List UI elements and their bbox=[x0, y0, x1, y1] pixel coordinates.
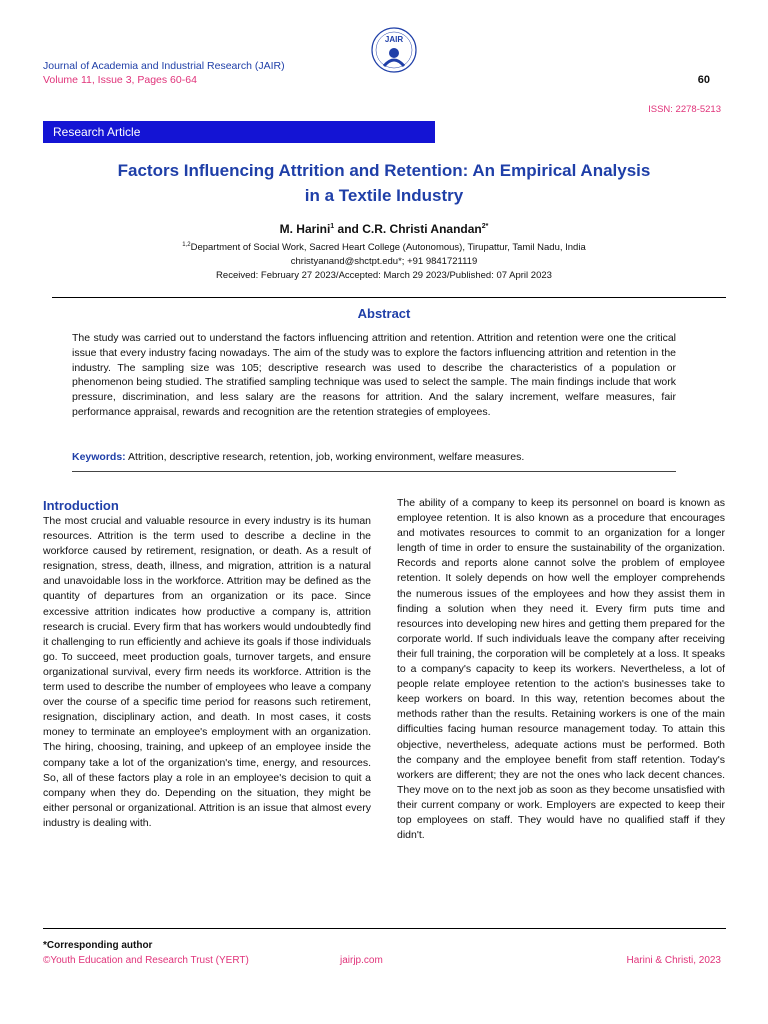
author-1-sup: 1 bbox=[330, 223, 335, 230]
title-line-1: Factors Influencing Attrition and Retention: An Empirical Analysis bbox=[117, 161, 651, 180]
logo-text: JAIR bbox=[384, 35, 404, 44]
title-line-2: in a Textile Industry bbox=[304, 186, 464, 205]
keywords-label: Keywords: bbox=[72, 451, 126, 463]
author-2-sup: 2* bbox=[481, 223, 489, 230]
author-1: M. Harini bbox=[279, 222, 331, 236]
affiliation-sup: 1,2 bbox=[182, 242, 191, 248]
article-type-banner: Research Article bbox=[43, 121, 435, 143]
dates: Received: February 27 2023/Accepted: March 29 2023/Published: 07 April 2023 bbox=[216, 270, 552, 281]
authors bbox=[0, 222, 768, 236]
introduction-left-column: The most crucial and valuable resource in every industry is its human resources. Attrition is the term used to describe a decline in the workforce caused by retirement, resignation, or death. As a result of resignation, stress, death, illness, and migration, attrition is a natural and unavoidable loss in the workforce. Attrition may be defined as the quantity of departures from an organization or its pace. Since excessive attrition indicates how productive a company is, attrition research is crucial. Every firm that has workers would undoubtedly find it challenging to run efficiently and achieve its goals if those individuals go. To succeed, meet production goals, turnover targets, and ensure organizational survival, every firm needs its workforce. Attrition is the term used to describe the number of employees who leave a company over the course of a specific time period for reasons such retirement, resignation, disciplinary action, and death. In most cases, it costs money to terminate an employee's employment with an organization. The hiring, choosing, training, and upkeep of an employee inside the company take a lot of the organization's time, energy, and resources. So, all of these factors play a role in an employee's decision to quit a company when they do. Depending on the situation, they might be either personal or organizational. Attrition is an issue that almost every industry is dealing with. bbox=[43, 515, 371, 829]
keywords bbox=[72, 451, 692, 463]
affiliation bbox=[0, 242, 768, 253]
contact: christyanand@shctpt.edu*; +91 9841721119 bbox=[290, 256, 478, 267]
corresponding-author-note: *Corresponding author bbox=[43, 940, 153, 951]
abstract-heading: Abstract bbox=[357, 306, 411, 321]
affiliation-text: Department of Social Work, Sacred Heart College (Autonomous), Tirupattur, Tamil Nadu, India bbox=[190, 242, 586, 254]
journal-volume: Volume 11, Issue 3, Pages 60-64 bbox=[43, 74, 197, 86]
issn: ISSN: 2278-5213 bbox=[648, 104, 721, 115]
journal-logo bbox=[370, 26, 418, 88]
introduction-right-column: The ability of a company to keep its personnel on board is known as employee retention. It is also known as a procedure that encourages and motivates resources to commit to an organization for a longer length of time in order to ensure the sustainability of the organization. Records and reports alone cannot solve the problem of employee retention. It solely depends on how well the employer comprehends the numerous issues of the employees and how they assist them in finding a solution when they need it. Every firm puts time and resources into developing new hires and getting them prepared for the corporate world. If such individuals leave the company after receiving their full training, the corporation will be completely at a loss. It speaks to a company's capacity to keep its workers. Nevertheless, a lot of people relate employee retention to the action's businesses take to keep workers on board. In this way, retention becomes about the methods rather than the results. Retaining workers is one of the main difficulties facing human resource management today. To attain this objective, nevertheless, adequate actions must be performed. Both the company and the employee benefit from staff retention. Today's workers are different; they are not the ones who lack decent chances. They move on to the next job as soon as they become unsatisfied with their current company or work. Employers are expected to keep their top employees on staff. They would have no qualified staff if they didn't. bbox=[397, 497, 725, 842]
journal-name: Journal of Academia and Industrial Research (JAIR) bbox=[43, 60, 285, 72]
keywords-underline bbox=[72, 471, 676, 472]
divider bbox=[52, 297, 726, 298]
keywords-text: Attrition, descriptive research, retention, job, working environment, welfare measures. bbox=[125, 451, 525, 463]
authors-and: and bbox=[334, 222, 363, 236]
copyright: ©Youth Education and Research Trust (YERT) bbox=[43, 955, 249, 966]
abstract-body: The study was carried out to understand the factors influencing attrition and retention. Attrition and retention were one the critical issue that every industry facing nowadays. The aim of the study was to explore the factors influencing attrition and retention in the industry. The sampling size was 105; descriptive research was used to describe the characteristics of a population or phenomenon being studied. The stratified sampling technique was used to select the sample. The main findings include that work pressure, discrimination, and less salary are the reasons for attrition. And the salary increment, welfare measures, fair performance appraisal, rewards and recognition are the retention strategies of employees. bbox=[72, 332, 676, 418]
paper-title bbox=[60, 158, 708, 208]
footer-divider bbox=[43, 928, 726, 929]
page-number: 60 bbox=[697, 74, 710, 86]
author-2: C.R. Christi Anandan bbox=[362, 222, 482, 236]
website-link[interactable]: jairjp.com bbox=[340, 955, 383, 966]
introduction-heading: Introduction bbox=[43, 498, 119, 513]
citation: Harini & Christi, 2023 bbox=[626, 955, 721, 966]
